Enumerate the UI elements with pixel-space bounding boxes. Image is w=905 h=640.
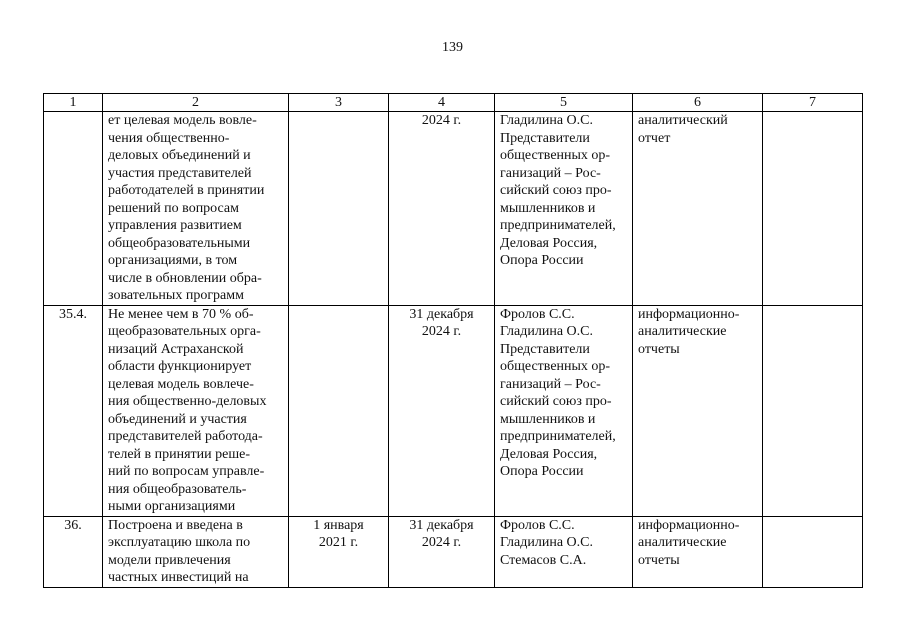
row-description: Не менее чем в 70 % об- щеобразовательных орга- низаций Астраханской области функционирует целевая модель вовлече- ния общественно-деловых объединений и участия представителей работода- телей в принятии реше- ний по вопросам управле- ния общеобразователь- ными организациями xyxy=(103,305,289,516)
row-description: Построена и введена в эксплуатацию школа по модели привлечения частных инвестиций на xyxy=(103,516,289,587)
col-header-6: 6 xyxy=(633,94,763,112)
row-end-date: 2024 г. xyxy=(389,112,495,306)
row-responsible: Фролов С.С. Гладилина О.С. Представители общественных ор- ганизаций – Рос- сийский союз про- мышленников и предпринимателей, Деловая Россия, Опора России xyxy=(495,305,633,516)
table-row xyxy=(44,516,863,587)
plan-table xyxy=(43,93,863,588)
col-header-2: 2 xyxy=(103,94,289,112)
col-header-1: 1 xyxy=(44,94,103,112)
col-header-5: 5 xyxy=(495,94,633,112)
row-start-date xyxy=(289,112,389,306)
row-start-date: 1 января 2021 г. xyxy=(289,516,389,587)
row-col7 xyxy=(763,112,863,306)
row-result: информационно- аналитические отчеты xyxy=(633,516,763,587)
table-row xyxy=(44,112,863,306)
row-responsible: Гладилина О.С. Представители общественных ор- ганизаций – Рос- сийский союз про- мышленников и предпринимателей, Деловая Россия, Опора России xyxy=(495,112,633,306)
row-start-date xyxy=(289,305,389,516)
row-number: 36. xyxy=(44,516,103,587)
col-header-3: 3 xyxy=(289,94,389,112)
row-number: 35.4. xyxy=(44,305,103,516)
col-header-7: 7 xyxy=(763,94,863,112)
row-responsible: Фролов С.С. Гладилина О.С. Стемасов С.А. xyxy=(495,516,633,587)
row-result: аналитический отчет xyxy=(633,112,763,306)
row-result: информационно- аналитические отчеты xyxy=(633,305,763,516)
row-col7 xyxy=(763,516,863,587)
page-number: 139 xyxy=(442,40,463,55)
row-end-date: 31 декабря 2024 г. xyxy=(389,305,495,516)
col-header-4: 4 xyxy=(389,94,495,112)
header-row xyxy=(44,94,863,112)
row-col7 xyxy=(763,305,863,516)
row-number xyxy=(44,112,103,306)
row-description: ет целевая модель вовле- чения общественно- деловых объединений и участия представителей работодателей в принятии решений по вопросам управления развитием общеобразовательными организациями, в том числе в обновлении обра- зовательных программ xyxy=(103,112,289,306)
row-end-date: 31 декабря 2024 г. xyxy=(389,516,495,587)
table-row xyxy=(44,305,863,516)
